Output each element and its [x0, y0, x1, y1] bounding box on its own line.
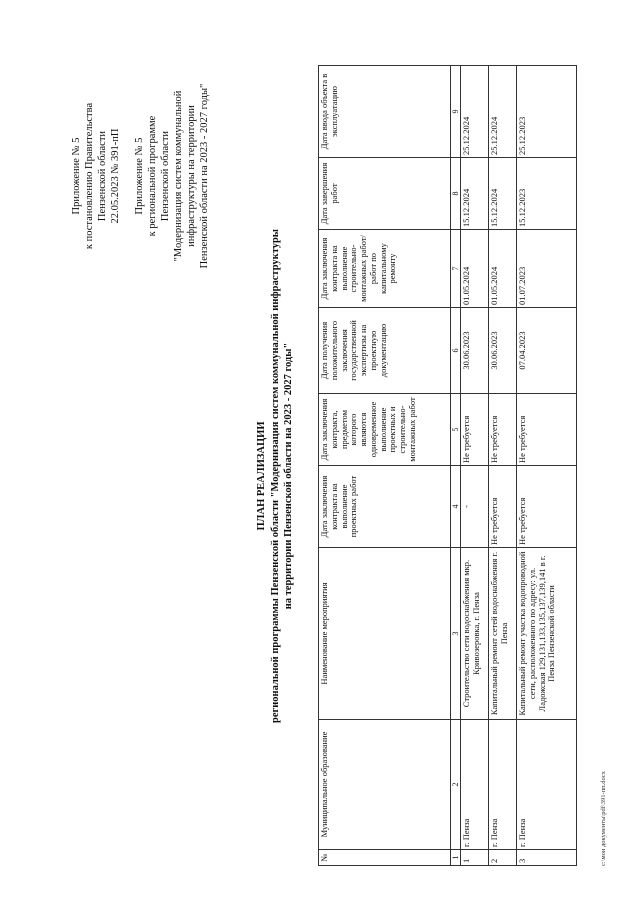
title-line-2: региональной программы Пензенской области "Модернизация систем коммунальной инфраструктуры	[269, 229, 281, 724]
commissioning-date-cell: 25.12.2024	[461, 66, 489, 158]
column-number: 4	[451, 466, 461, 548]
completion-date-cell: 15.12.2023	[517, 158, 577, 230]
construction-contract-date-cell: 01.07.2023	[517, 230, 577, 308]
municipality-cell: г. Пенза	[517, 720, 577, 850]
header-cell: Дата заключения контракта, предметом которого являются одновременное выполнение проектных и строительно-монтажных работ	[319, 394, 451, 466]
column-number: 6	[451, 308, 461, 394]
implementation-plan-table	[318, 65, 577, 866]
header-cell: Наименование мероприятия	[319, 548, 451, 720]
header-row	[319, 66, 451, 866]
appendix-gap	[123, 46, 133, 306]
table-row	[461, 66, 489, 866]
appendix-block	[70, 46, 211, 306]
activity-cell: Строительство сети водоснабжения мкр. Кривозеровка, г. Пенза	[461, 548, 489, 720]
column-number: 7	[451, 230, 461, 308]
column-number: 8	[451, 158, 461, 230]
header-cell: Дата ввода объекта в эксплуатацию	[319, 66, 451, 158]
header-cell: №	[319, 850, 451, 866]
title-line-3: на территории Пензенской области на 2023 - 2027 годы"	[283, 342, 295, 610]
row-number: 3	[517, 850, 577, 866]
appendix-line: к региональной программе	[146, 115, 158, 237]
column-number: 9	[451, 66, 461, 158]
commissioning-date-cell: 25.12.2024	[489, 66, 517, 158]
design-contract-date-cell: -	[461, 466, 489, 548]
combined-contract-date-cell: Не требуется	[461, 394, 489, 466]
appendix-line: инфраструктуры на территории	[186, 105, 197, 247]
row-number: 1	[461, 850, 489, 866]
combined-contract-date-cell: Не требуется	[517, 394, 577, 466]
column-number-row	[451, 66, 461, 866]
completion-date-cell: 15.12.2024	[461, 158, 489, 230]
expertise-date-cell: 30.06.2023	[489, 308, 517, 394]
column-number: 5	[451, 394, 461, 466]
completion-date-cell: 15.12.2024	[489, 158, 517, 230]
combined-contract-date-cell: Не требуется	[489, 394, 517, 466]
header-cell: Дата завершения работ	[319, 158, 451, 230]
appendix-line: Пензенской области на 2023 - 2027 годы"	[199, 83, 211, 269]
expertise-date-cell: 30.06.2023	[461, 308, 489, 394]
header-cell: Дата заключения контракта на выполнение строительно-монтажных работ/ работ по капитальному ремонту	[319, 230, 451, 308]
column-number: 2	[451, 720, 461, 850]
header-cell: Муниципальное образование	[319, 720, 451, 850]
appendix-line: Приложение № 5	[133, 137, 145, 215]
file-path-footer: c:\мои документы\pdf\391-пп.docx	[600, 771, 607, 866]
design-contract-date-cell: Не требуется	[489, 466, 517, 548]
table-row	[517, 66, 577, 866]
appendix-line: 22.05.2023 № 391-пП	[110, 128, 122, 224]
column-number: 3	[451, 548, 461, 720]
appendix-line: Пензенской области	[159, 130, 171, 222]
commissioning-date-cell: 25.12.2023	[517, 66, 577, 158]
title-line-1: ПЛАН РЕАЛИЗАЦИИ	[256, 421, 267, 531]
construction-contract-date-cell: 01.05.2024	[489, 230, 517, 308]
appendix-line: "Модернизация систем коммунальной	[172, 90, 184, 262]
municipality-cell: г. Пенза	[489, 720, 517, 850]
row-number: 2	[489, 850, 517, 866]
header-cell: Дата заключения контракта на выполнение проектных работ	[319, 466, 451, 548]
appendix-line: Пензенской области	[97, 130, 109, 222]
activity-cell: Капитальный ремонт сетей водоснабжения г. Пенза	[489, 548, 517, 720]
table-row	[489, 66, 517, 866]
header-cell: Дата получения положительного заключения государственной экспертизы на проектную документацию	[319, 308, 451, 394]
appendix-line: к постановлению Правительства	[84, 102, 96, 250]
municipality-cell: г. Пенза	[461, 720, 489, 850]
appendix-line: Приложение № 5	[71, 137, 82, 215]
column-number: 1	[451, 850, 461, 866]
expertise-date-cell: 07.04.2023	[517, 308, 577, 394]
construction-contract-date-cell: 01.05.2024	[461, 230, 489, 308]
document-title	[255, 116, 296, 836]
design-contract-date-cell: Не требуется	[517, 466, 577, 548]
activity-cell: Капитальный ремонт участка водопроводной сети, расположенного по адресу: ул. Ладожская 129,131,133,135,137,139,141 в г. Пенза Пензенской области	[517, 548, 577, 720]
